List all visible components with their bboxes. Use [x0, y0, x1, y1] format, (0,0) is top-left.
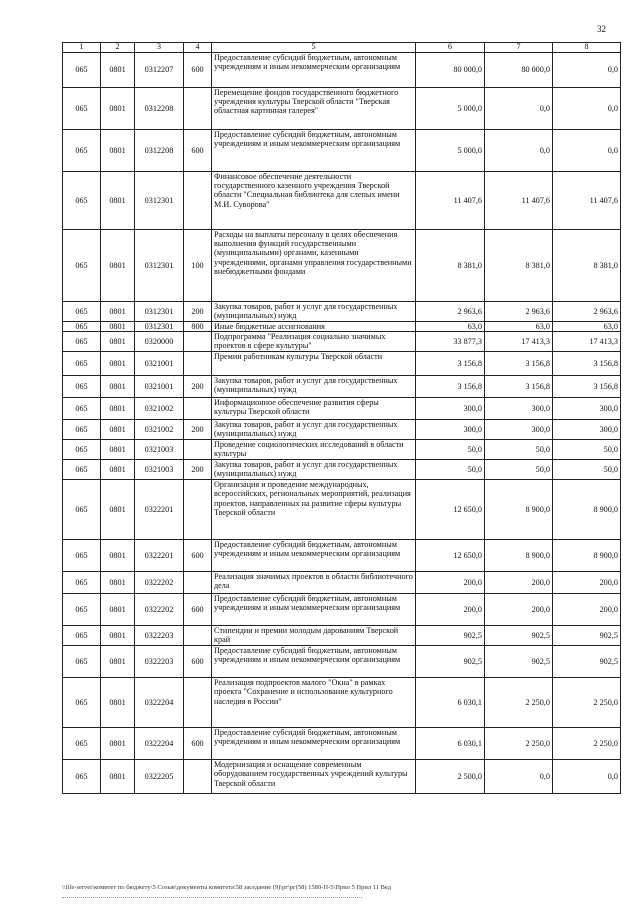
header-cell: 6	[416, 43, 485, 53]
section-code-cell: 0801	[101, 352, 135, 376]
amount-cell: 200,0	[485, 572, 553, 594]
section-code-cell: 0801	[101, 594, 135, 626]
description-cell: Закупка товаров, работ и услуг для государственных (муниципальных) нужд	[212, 420, 416, 440]
table-row	[63, 728, 621, 760]
section-code-cell: 0801	[101, 760, 135, 794]
description-cell: Подпрограмма "Реализация социально значимых проектов в сфере культуры"	[212, 332, 416, 352]
expense-type-cell: 600	[184, 130, 212, 172]
ministry-code-cell: 065	[63, 322, 101, 332]
ministry-code-cell: 065	[63, 53, 101, 88]
header-cell: 8	[553, 43, 621, 53]
ministry-code-cell: 065	[63, 302, 101, 322]
expense-type-cell: 600	[184, 53, 212, 88]
amount-cell: 0,0	[485, 130, 553, 172]
description-cell: Информационное обеспечение развития сферы культуры Тверской области	[212, 398, 416, 420]
section-code-cell: 0801	[101, 540, 135, 572]
ministry-code-cell: 065	[63, 678, 101, 728]
amount-cell: 63,0	[485, 322, 553, 332]
target-article-cell: 0312208	[135, 130, 184, 172]
description-cell: Перемещение фондов государственного бюджетного учреждения культуры Тверской области "Тверская областная картинная галерея"	[212, 88, 416, 130]
description-cell: Закупка товаров, работ и услуг для государственных (муниципальных) нужд	[212, 302, 416, 322]
amount-cell: 0,0	[553, 130, 621, 172]
header-row	[63, 43, 621, 53]
amount-cell: 902,5	[553, 626, 621, 646]
table-row	[63, 440, 621, 460]
amount-cell: 17 413,3	[553, 332, 621, 352]
section-code-cell: 0801	[101, 420, 135, 440]
expense-type-cell: 600	[184, 728, 212, 760]
ministry-code-cell: 065	[63, 398, 101, 420]
target-article-cell: 0312301	[135, 172, 184, 230]
header-cell: 2	[101, 43, 135, 53]
description-cell: Предоставление субсидий бюджетным, автономным учреждениям и иным некоммерческим организациям	[212, 594, 416, 626]
amount-cell: 12 650,0	[416, 480, 485, 540]
amount-cell: 902,5	[553, 646, 621, 678]
ministry-code-cell: 065	[63, 760, 101, 794]
expense-type-cell: 200	[184, 302, 212, 322]
target-article-cell: 0321002	[135, 398, 184, 420]
section-code-cell: 0801	[101, 460, 135, 480]
expense-type-cell: 600	[184, 646, 212, 678]
amount-cell: 2 250,0	[553, 678, 621, 728]
section-code-cell: 0801	[101, 172, 135, 230]
expense-type-cell: 200	[184, 376, 212, 398]
amount-cell: 3 156,8	[416, 376, 485, 398]
description-cell: Организация и проведение международных, всероссийских, региональных мероприятий, реализация проектов, направленных на развитие сферы культуры Тверской области	[212, 480, 416, 540]
amount-cell: 2 963,6	[416, 302, 485, 322]
section-code-cell: 0801	[101, 376, 135, 398]
description-cell: Предоставление субсидий бюджетным, автономным учреждениям и иным некоммерческим организациям	[212, 540, 416, 572]
section-code-cell: 0801	[101, 130, 135, 172]
amount-cell: 11 407,6	[485, 172, 553, 230]
amount-cell: 17 413,3	[485, 332, 553, 352]
expense-type-cell	[184, 172, 212, 230]
amount-cell: 5 000,0	[416, 130, 485, 172]
description-cell: Премии работникам культуры Тверской области	[212, 352, 416, 376]
section-code-cell: 0801	[101, 440, 135, 460]
expense-type-cell	[184, 480, 212, 540]
description-cell: Закупка товаров, работ и услуг для государственных (муниципальных) нужд	[212, 376, 416, 398]
target-article-cell: 0322203	[135, 626, 184, 646]
amount-cell: 0,0	[485, 760, 553, 794]
section-code-cell: 0801	[101, 230, 135, 302]
amount-cell: 3 156,8	[485, 376, 553, 398]
table-row	[63, 646, 621, 678]
page-number: 32	[597, 24, 606, 34]
ministry-code-cell: 065	[63, 646, 101, 678]
amount-cell: 200,0	[416, 594, 485, 626]
section-code-cell: 0801	[101, 728, 135, 760]
ministry-code-cell: 065	[63, 88, 101, 130]
amount-cell: 200,0	[416, 572, 485, 594]
expense-type-cell	[184, 398, 212, 420]
expense-type-cell	[184, 760, 212, 794]
amount-cell: 80 000,0	[485, 53, 553, 88]
description-cell: Иные бюджетные ассигнования	[212, 322, 416, 332]
ministry-code-cell: 065	[63, 172, 101, 230]
table-row	[63, 480, 621, 540]
amount-cell: 200,0	[485, 594, 553, 626]
ministry-code-cell: 065	[63, 332, 101, 352]
expense-type-cell: 200	[184, 420, 212, 440]
amount-cell: 2 500,0	[416, 760, 485, 794]
budget-table	[62, 42, 621, 794]
table-row	[63, 572, 621, 594]
amount-cell: 2 250,0	[553, 728, 621, 760]
amount-cell: 5 000,0	[416, 88, 485, 130]
description-cell: Закупка товаров, работ и услуг для государственных (муниципальных) нужд	[212, 460, 416, 480]
amount-cell: 6 030,1	[416, 678, 485, 728]
expense-type-cell: 600	[184, 540, 212, 572]
ministry-code-cell: 065	[63, 440, 101, 460]
description-cell: Реализация подпроектов малого "Окна" в рамках проекта "Сохранение и использование культурного наследия в России"	[212, 678, 416, 728]
amount-cell: 2 963,6	[485, 302, 553, 322]
footer-divider	[62, 897, 362, 898]
table-row	[63, 678, 621, 728]
amount-cell: 50,0	[553, 460, 621, 480]
expense-type-cell	[184, 332, 212, 352]
target-article-cell: 0320000	[135, 332, 184, 352]
expense-type-cell	[184, 626, 212, 646]
ministry-code-cell: 065	[63, 230, 101, 302]
section-code-cell: 0801	[101, 322, 135, 332]
table-row	[63, 420, 621, 440]
expense-type-cell: 200	[184, 460, 212, 480]
amount-cell: 300,0	[416, 420, 485, 440]
header-cell: 3	[135, 43, 184, 53]
target-article-cell: 0322204	[135, 678, 184, 728]
amount-cell: 902,5	[416, 646, 485, 678]
description-cell: Предоставление субсидий бюджетным, автономным учреждениям и иным некоммерческим организациям	[212, 646, 416, 678]
description-cell: Расходы на выплаты персоналу в целях обеспечения выполнения функций государственными (муниципальными) органами, казенными учреждениями, органами управления государственными внебюджетными фондами	[212, 230, 416, 302]
amount-cell: 63,0	[416, 322, 485, 332]
amount-cell: 902,5	[485, 646, 553, 678]
ministry-code-cell: 065	[63, 480, 101, 540]
amount-cell: 8 381,0	[485, 230, 553, 302]
ministry-code-cell: 065	[63, 572, 101, 594]
amount-cell: 0,0	[553, 760, 621, 794]
amount-cell: 50,0	[416, 440, 485, 460]
amount-cell: 50,0	[485, 460, 553, 480]
file-path-footer: \\file-server\комитет по бюджету\5 Созыв\документы комитета\58 заседание (9)\рг\рг(58) 1580-П-5\Прил 5 Прил 11 Вед	[62, 884, 392, 891]
target-article-cell: 0312207	[135, 53, 184, 88]
target-article-cell: 0312301	[135, 322, 184, 332]
ministry-code-cell: 065	[63, 728, 101, 760]
section-code-cell: 0801	[101, 302, 135, 322]
table-row	[63, 302, 621, 322]
table-row	[63, 130, 621, 172]
table-row	[63, 230, 621, 302]
target-article-cell: 0321003	[135, 440, 184, 460]
amount-cell: 300,0	[485, 420, 553, 440]
ministry-code-cell: 065	[63, 460, 101, 480]
expense-type-cell: 600	[184, 594, 212, 626]
ministry-code-cell: 065	[63, 352, 101, 376]
description-cell: Предоставление субсидий бюджетным, автономным учреждениям и иным некоммерческим организациям	[212, 728, 416, 760]
header-cell: 5	[212, 43, 416, 53]
amount-cell: 200,0	[553, 594, 621, 626]
target-article-cell: 0312208	[135, 88, 184, 130]
amount-cell: 200,0	[553, 572, 621, 594]
target-article-cell: 0322202	[135, 594, 184, 626]
target-article-cell: 0322202	[135, 572, 184, 594]
target-article-cell: 0321001	[135, 376, 184, 398]
amount-cell: 0,0	[485, 88, 553, 130]
target-article-cell: 0322205	[135, 760, 184, 794]
section-code-cell: 0801	[101, 53, 135, 88]
section-code-cell: 0801	[101, 646, 135, 678]
description-cell: Финансовое обеспечение деятельности государственного казенного учреждения Тверской области "Специальная библиотека для слепых имени М.И. Суворова"	[212, 172, 416, 230]
description-cell: Стипендии и премии молодым дарованиям Тверской край	[212, 626, 416, 646]
description-cell: Проведение социологических исследований в области культуры	[212, 440, 416, 460]
table-row	[63, 760, 621, 794]
amount-cell: 8 381,0	[416, 230, 485, 302]
table-row	[63, 322, 621, 332]
amount-cell: 8 900,0	[553, 480, 621, 540]
description-cell: Реализация значимых проектов в области библиотечного дела	[212, 572, 416, 594]
ministry-code-cell: 065	[63, 376, 101, 398]
expense-type-cell	[184, 440, 212, 460]
table-row	[63, 53, 621, 88]
target-article-cell: 0322203	[135, 646, 184, 678]
table-row	[63, 88, 621, 130]
table-row	[63, 460, 621, 480]
target-article-cell: 0312301	[135, 302, 184, 322]
amount-cell: 50,0	[416, 460, 485, 480]
amount-cell: 3 156,8	[416, 352, 485, 376]
target-article-cell: 0322201	[135, 540, 184, 572]
target-article-cell: 0321001	[135, 352, 184, 376]
section-code-cell: 0801	[101, 480, 135, 540]
ministry-code-cell: 065	[63, 540, 101, 572]
expense-type-cell	[184, 88, 212, 130]
target-article-cell: 0322201	[135, 480, 184, 540]
amount-cell: 902,5	[485, 626, 553, 646]
amount-cell: 0,0	[553, 88, 621, 130]
amount-cell: 50,0	[485, 440, 553, 460]
amount-cell: 33 877,3	[416, 332, 485, 352]
target-article-cell: 0321003	[135, 460, 184, 480]
section-code-cell: 0801	[101, 398, 135, 420]
table-body	[63, 53, 621, 794]
table-row	[63, 626, 621, 646]
amount-cell: 300,0	[485, 398, 553, 420]
expense-type-cell	[184, 678, 212, 728]
expense-type-cell	[184, 572, 212, 594]
amount-cell: 2 250,0	[485, 678, 553, 728]
amount-cell: 3 156,8	[553, 352, 621, 376]
section-code-cell: 0801	[101, 626, 135, 646]
amount-cell: 0,0	[553, 53, 621, 88]
ministry-code-cell: 065	[63, 420, 101, 440]
table-row	[63, 376, 621, 398]
expense-type-cell: 800	[184, 322, 212, 332]
amount-cell: 80 000,0	[416, 53, 485, 88]
amount-cell: 6 030,1	[416, 728, 485, 760]
amount-cell: 8 381,0	[553, 230, 621, 302]
amount-cell: 2 250,0	[485, 728, 553, 760]
amount-cell: 50,0	[553, 440, 621, 460]
ministry-code-cell: 065	[63, 130, 101, 172]
amount-cell: 300,0	[416, 398, 485, 420]
amount-cell: 8 900,0	[485, 480, 553, 540]
table-row	[63, 172, 621, 230]
amount-cell: 902,5	[416, 626, 485, 646]
amount-cell: 63,0	[553, 322, 621, 332]
amount-cell: 300,0	[553, 398, 621, 420]
table-row	[63, 594, 621, 626]
section-code-cell: 0801	[101, 572, 135, 594]
amount-cell: 8 900,0	[485, 540, 553, 572]
expense-type-cell: 100	[184, 230, 212, 302]
header-cell: 4	[184, 43, 212, 53]
amount-cell: 8 900,0	[553, 540, 621, 572]
section-code-cell: 0801	[101, 678, 135, 728]
amount-cell: 11 407,6	[416, 172, 485, 230]
target-article-cell: 0322204	[135, 728, 184, 760]
amount-cell: 3 156,8	[553, 376, 621, 398]
table-row	[63, 332, 621, 352]
amount-cell: 11 407,6	[553, 172, 621, 230]
section-code-cell: 0801	[101, 88, 135, 130]
description-cell: Предоставление субсидий бюджетным, автономным учреждениям и иным некоммерческим организациям	[212, 53, 416, 88]
table-row	[63, 352, 621, 376]
target-article-cell: 0321002	[135, 420, 184, 440]
header-cell: 7	[485, 43, 553, 53]
header-cell: 1	[63, 43, 101, 53]
ministry-code-cell: 065	[63, 594, 101, 626]
amount-cell: 3 156,8	[485, 352, 553, 376]
description-cell: Модернизация и оснащение современным оборудованием государственных учреждений культуры Тверской области	[212, 760, 416, 794]
amount-cell: 300,0	[553, 420, 621, 440]
amount-cell: 2 963,6	[553, 302, 621, 322]
table-row	[63, 398, 621, 420]
section-code-cell: 0801	[101, 332, 135, 352]
amount-cell: 12 650,0	[416, 540, 485, 572]
target-article-cell: 0312301	[135, 230, 184, 302]
ministry-code-cell: 065	[63, 626, 101, 646]
expense-type-cell	[184, 352, 212, 376]
description-cell: Предоставление субсидий бюджетным, автономным учреждениям и иным некоммерческим организациям	[212, 130, 416, 172]
table-row	[63, 540, 621, 572]
